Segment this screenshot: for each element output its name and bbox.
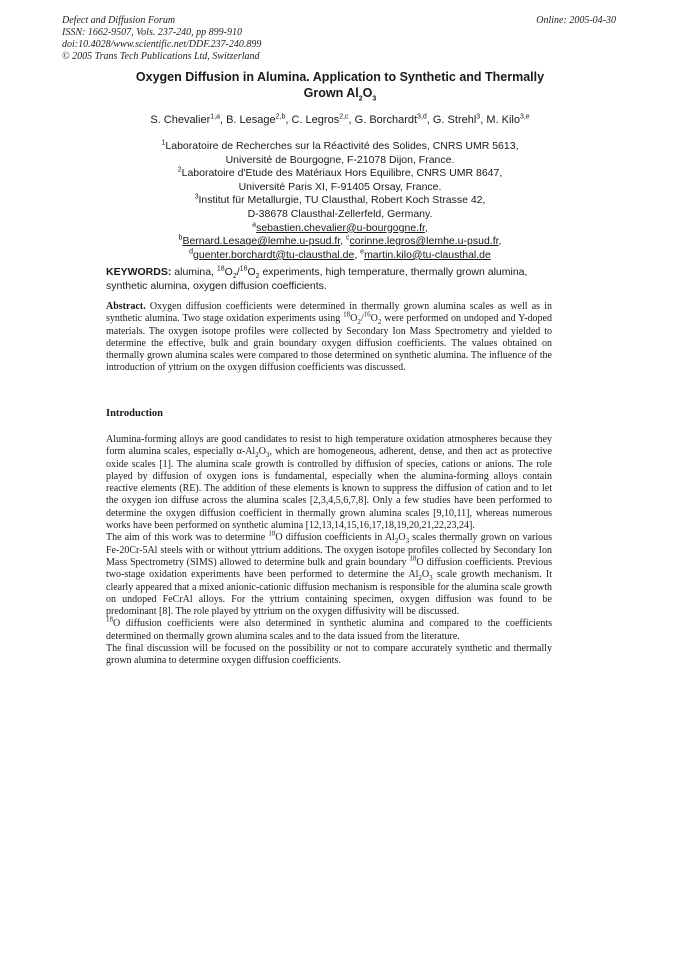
- affiliation-3: $^3$Institut für Metallurgie, TU Clausthal, Robert Koch Strasse 42,: [194, 193, 486, 207]
- title-line-2: Grown $Al_2O_3$: [303, 86, 377, 103]
- keywords-label: KEYWORDS:: [106, 266, 172, 278]
- section-heading-introduction: Introduction: [106, 408, 163, 419]
- author: G. Strehl$^3$,: [432, 113, 487, 126]
- author: M. Kilo$^{3,e}$: [486, 113, 530, 126]
- abstract: Abstract. Oxygen diffusion coefficients were determined in thermally grown alumina scales as well as in synthetic alumina. Two stage oxidation experiments using $^{18}O_2/^{16}O_2$ were performed on undoped and Y-doped materials. The oxygen isotope profiles were collected by Secondary Ion Mass Spectrometry and yielded to determine the effective, bulk and grain boundary oxygen diffusion coefficients. The values obtained on thermally grown alumina scales were compared to those determined on synthetic alumina. The influence of the introduction of yttrium on the oxygen diffusion coefficients was discussed.: [106, 301, 553, 374]
- affiliation-2: $^2$Laboratoire d'Etude des Matériaux Hors Equilibre, CNRS UMR 8647,: [177, 166, 503, 180]
- email-link-a[interactable]: sebastien.chevalier@u-bourgogne.fr: [256, 221, 425, 234]
- affiliations: [100, 140, 580, 262]
- affiliation-3-line-2: D-38678 Clausthal-Zellerfeld, Germany.: [247, 207, 433, 220]
- author-list: [70, 113, 610, 127]
- author: S. Chevalier$^{1,a}$,: [150, 113, 227, 126]
- author: C. Legros$^{2,c}$,: [291, 113, 355, 126]
- email-line-3: $^d$guenter.borchardt@tu-clausthal.de, $^e$martin.kilo@tu-clausthal.de: [189, 248, 491, 261]
- author: B. Lesage$^{2,b}$,: [226, 113, 292, 126]
- journal-issn: ISSN: 1662-9507, Vols. 237-240, pp 899-910: [62, 27, 242, 38]
- email-link-b[interactable]: Bernard.Lesage@lemhe.u-psud.fr: [182, 235, 341, 248]
- author: G. Borchardt$^{3,d}$,: [354, 113, 433, 126]
- affiliation-2-line-2: Université Paris XI, F-91405 Orsay, France.: [238, 180, 442, 193]
- abstract-label: Abstract.: [106, 301, 146, 312]
- affiliation-1-line-2: Université de Bourgogne, F-21078 Dijon, France.: [225, 153, 455, 166]
- online-date: Online: 2005-04-30: [536, 15, 616, 26]
- keywords: KEYWORDS: alumina, $^{18}O_2/^{16}O_2$ experiments, high temperature, thermally grown alumina, synthetic alumina, oxygen diffusion coefficients.: [106, 265, 528, 292]
- paper-title: [70, 69, 610, 101]
- journal-name: Defect and Diffusion Forum: [62, 15, 176, 26]
- email-line-2: $^b$Bernard.Lesage@lemhe.u-psud.fr, $^c$corinne.legros@lemhe.u-psud.fr,: [178, 234, 502, 248]
- journal-header: [62, 15, 261, 63]
- email-line-1: $^a$sebastien.chevalier@u-bourgogne.fr,: [252, 221, 428, 234]
- journal-copyright: © 2005 Trans Tech Publications Ltd, Switzerland: [62, 51, 260, 62]
- affiliation-1: $^1$Laboratoire de Recherches sur la Réactivité des Solides, CNRS UMR 5613,: [161, 139, 519, 152]
- email-link-d[interactable]: guenter.borchardt@tu-clausthal.de: [193, 248, 355, 261]
- paragraph: The aim of this work was to determine $^{18}$O diffusion coefficients in $Al_2O_3$ scales thermally grown on various Fe-20Cr-5Al steels with or without yttrium additions. The oxygen isotope profiles collected by Secondary Ion Mass Spectrometry (SIMS) allowed to determine bulk and grain boundary $^{18}$O diffusion coefficients. Previous two-stage oxidation experiments have been performed to determine the $Al_2O_3$ scale growth mechanism. It clearly appeared that a mixed anionic-cationic diffusion mechanism is responsible for the alumina scale growth on undoped FeCrAl alloys. For the yttrium containing specimen, oxygen diffusion was found to be predominant [8]. The role played by yttrium on the oxygen diffusivity will be discussed.: [106, 530, 553, 618]
- journal-doi[interactable]: doi:10.4028/www.scientific.net/DDF.237-240.899: [62, 39, 262, 50]
- title-line-1: Oxygen Diffusion in Alumina. Application to Synthetic and Thermally: [135, 70, 545, 84]
- paragraph: Alumina-forming alloys are good candidates to resist to high temperature oxidation atmospheres because they form alumina scales, especially $\alpha-Al_2O_3$, which are homogeneous, adherent, dense, and then act as protective oxide scales [1]. The alumina scale growth is controlled by diffusion of species, cations or anions. The role played by diffusion of oxygen ions is fundamental, especially when the alumina-forming alloys contain reactive elements (RE). The addition of these elements is known to suppress the diffusion of cation and to let the oxygen ion diffuse across the alumina scales [2,3,4,5,6,7,8]. Only a few studies have been performed to determine the oxygen diffusion coefficient in thermally grown alumina scales [9,10,11], whereas numerous works have been performed on synthetic alumina [12,13,14,15,16,17,18,19,20,21,22,23,24].: [106, 434, 552, 532]
- paragraph: $^{18}$O diffusion coefficients were also determined in synthetic alumina and compared to the coefficients determined on thermally grown alumina scales and to the data issued from the literature.: [106, 616, 552, 642]
- paragraph: The final discussion will be focused on the possibility or not to compare accurately synthetic and thermally grown alumina to determine oxygen diffusion coefficients.: [106, 643, 552, 667]
- email-link-c[interactable]: corinne.legros@lemhe.u-psud.fr: [349, 235, 499, 248]
- introduction-body: [106, 434, 552, 668]
- email-link-e[interactable]: martin.kilo@tu-clausthal.de: [364, 248, 491, 261]
